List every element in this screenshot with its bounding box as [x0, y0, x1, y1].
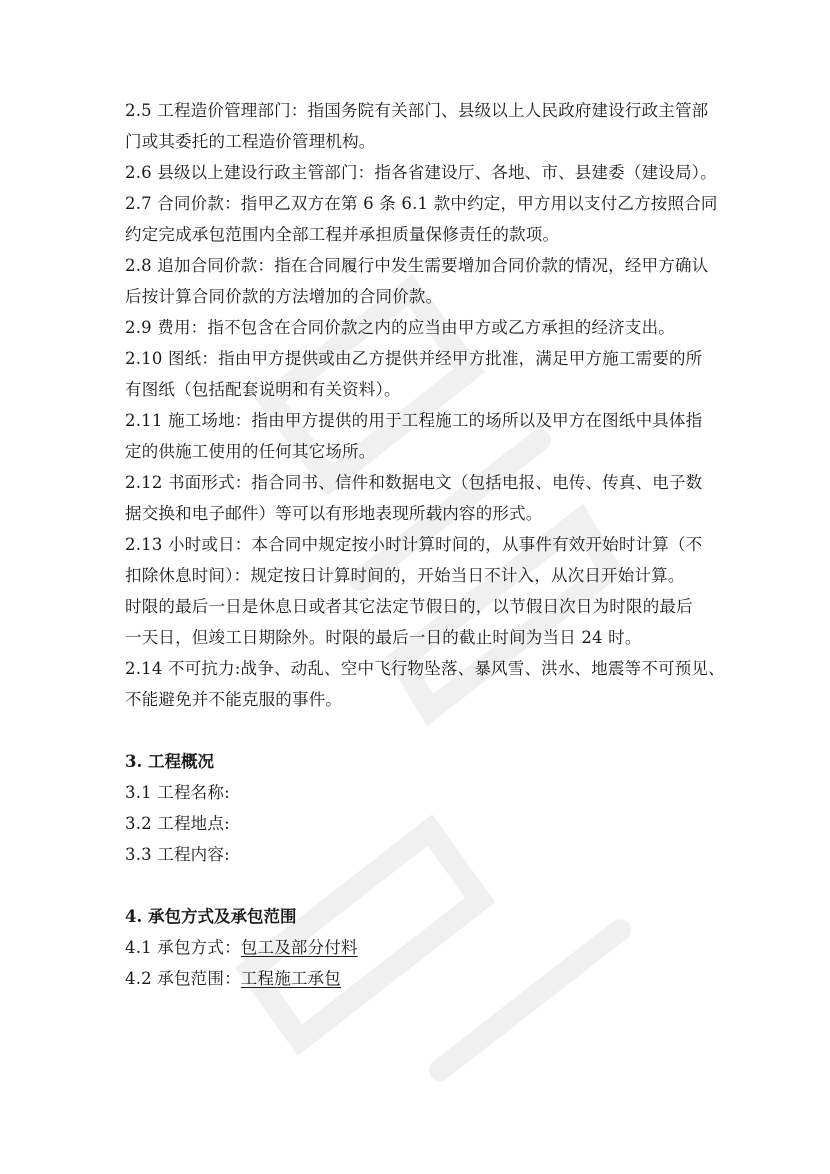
spacer [125, 870, 725, 901]
definition-2-12 [125, 467, 725, 529]
text-line: 2.14 不可抗力:战争、动乱、空中飞行物坠落、暴风雪、洪水、地震等不可预见、 [125, 659, 725, 678]
text-line: 扣除休息时间）：规定按日计算时间的，开始当日不计入，从次日开始计算。 [125, 566, 685, 585]
section-3 [125, 746, 725, 870]
text-line: 2.12 书面形式：指合同书、信件和数据电文（包括电报、电传、传真、电子数 [125, 473, 703, 492]
field-value: 包工及部分付料 [240, 938, 358, 957]
definition-2-7 [125, 188, 725, 250]
text-line: 2.6 县级以上建设行政主管部门：指各省建设厅、各地、市、县建委（建设局）。 [125, 163, 717, 182]
section-4 [125, 901, 725, 994]
text-line: 定的供施工使用的任何其它场所。 [125, 442, 376, 461]
text-line: 不能避免并不能克服的事件。 [125, 690, 343, 709]
text-line: 2.9 费用：指不包含在合同价款之内的应当由甲方或乙方承担的经济支出。 [125, 318, 675, 337]
definition-2-13 [125, 529, 725, 653]
text-line: 一天日，但竣工日期除外。时限的最后一日的截止时间为当日 24 时。 [125, 628, 642, 647]
text-line: 门或其委托的工程造价管理机构。 [125, 132, 376, 151]
section-title: 3. 工程概况 [125, 752, 214, 771]
text-line: 时限的最后一日是休息日或者其它法定节假日的，以节假日次日为时限的最后 [125, 597, 693, 616]
text-line: 2.10 图纸：指由甲方提供或由乙方提供并经甲方批准，满足甲方施工需要的所 [125, 349, 703, 368]
text-line: 2.11 施工场地：指由甲方提供的用于工程施工的场所以及甲方在图纸中具体指 [125, 411, 703, 430]
definition-2-10 [125, 343, 725, 405]
text-line: 2.8 追加合同价款：指在合同履行中发生需要增加合同价款的情况，经甲方确认 [125, 256, 709, 275]
definition-2-6 [125, 157, 725, 188]
field-label: 4.2 承包范围： [125, 969, 241, 988]
field-label: 4.1 承包方式： [125, 938, 241, 957]
section-title: 4. 承包方式及承包范围 [125, 907, 297, 926]
text-line: 有图纸（包括配套说明和有关资料）。 [125, 380, 401, 399]
text-line: 约定完成承包范围内全部工程并承担质量保修责任的款项。 [125, 225, 560, 244]
field-contract-method [125, 932, 725, 963]
field-project-content: 3.3 工程内容: [125, 845, 230, 864]
definition-2-9 [125, 312, 725, 343]
document-body [125, 95, 725, 994]
definition-2-11 [125, 405, 725, 467]
field-project-name: 3.1 工程名称: [125, 783, 230, 802]
field-project-location: 3.2 工程地点: [125, 814, 230, 833]
text-line: 2.7 合同价款：指甲乙双方在第 6 条 6.1 款中约定，甲方用以支付乙方按照合同 [125, 194, 718, 213]
text-line: 据交换和电子邮件）等可以有形地表现所载内容的形式。 [125, 504, 543, 523]
text-line: 后按计算合同价款的方法增加的合同价款。 [125, 287, 443, 306]
text-line: 2.5 工程造价管理部门：指国务院有关部门、县级以上人民政府建设行政主管部 [125, 101, 709, 120]
text-line: 2.13 小时或日：本合同中规定按小时计算时间的，从事件有效开始时计算（不 [125, 535, 703, 554]
definition-2-5 [125, 95, 725, 157]
field-contract-scope [125, 963, 725, 994]
spacer [125, 715, 725, 746]
field-value: 工程施工承包 [240, 969, 341, 988]
definition-2-14 [125, 653, 725, 715]
definition-2-8 [125, 250, 725, 312]
